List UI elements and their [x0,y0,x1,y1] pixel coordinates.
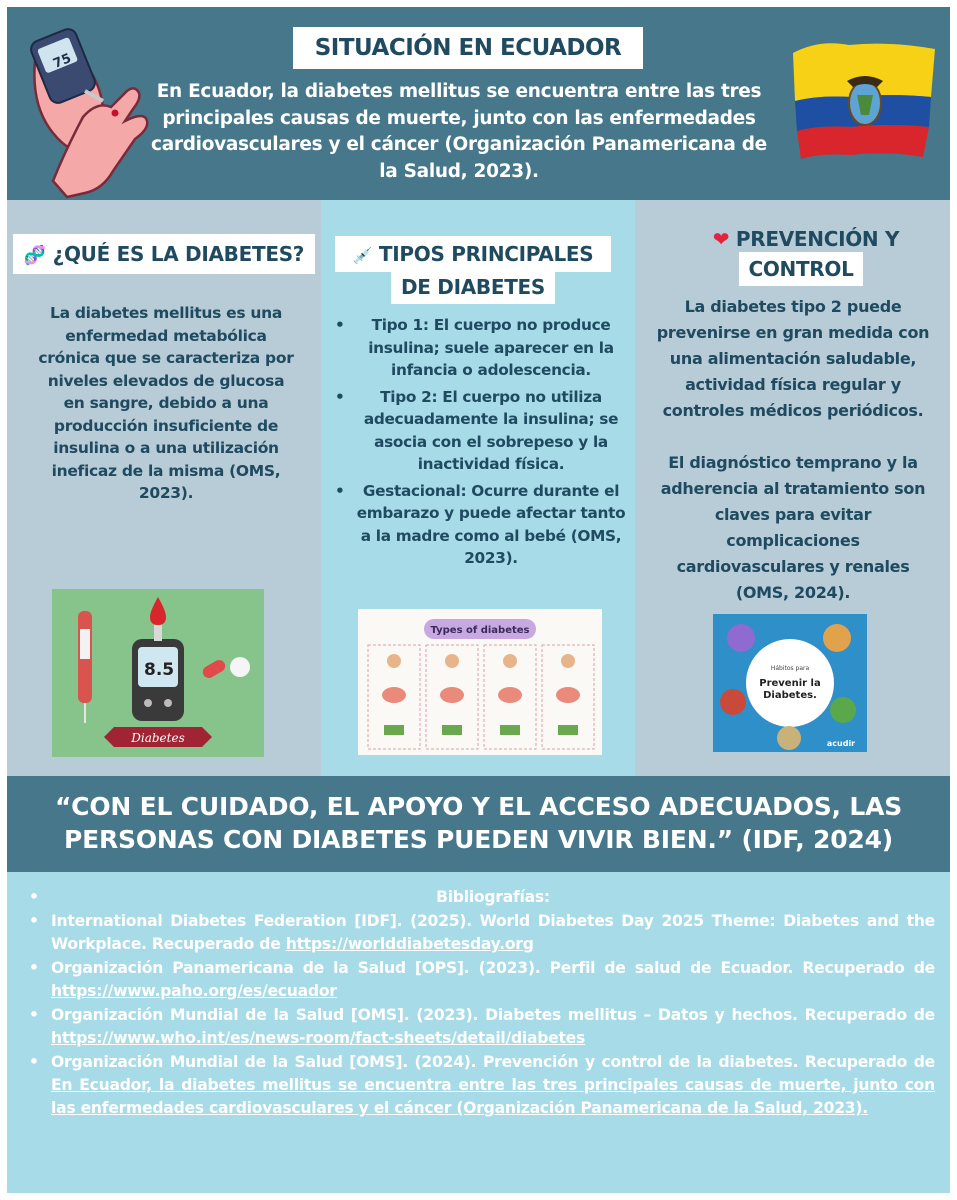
section-prevention-heading-2: CONTROL [739,252,863,286]
section-types-heading-1: 💉 TIPOS PRINCIPALES [335,236,611,272]
types-of-diabetes-illustration [358,609,602,755]
bibliography-entry: • International Diabetes Federation [IDF]. (2025). World Diabetes Day 2025 Theme: Diabetes and the Workplace. Recuperado de https://worlddiabetesday.org [29,912,935,953]
bibliography-link[interactable]: https://worlddiabetesday.org [285,935,534,953]
meter-reading: 8.5 [144,660,175,680]
section-prevention-heading-1: ❤ PREVENCIÓN Y [712,227,900,251]
section-prevention-body-2: El diagnóstico temprano y la adherencia al tratamiento son claves para evitar complicaciones cardiovasculares y renales (OMS, 2024). [660,453,926,602]
intro-text: En Ecuador, la diabetes mellitus se encuentra entre las tres principales causas de muerte, junto con las enfermedades cardiovasculares y el cáncer (Organización Panamericana de la Salud, 2023). [151,81,767,182]
page-title: SITUACIÓN EN ECUADOR [293,27,643,69]
syringe-icon: 💉 [352,246,373,265]
glucometer-reading: 75 [51,51,74,72]
bibliography-link[interactable]: https://www.paho.org/es/ecuador [51,982,337,1000]
ribbon-caption: Diabetes [131,731,185,745]
habits-brand: acudir [826,739,856,748]
bibliography-link[interactable]: https://www.who.int/es/news-room/fact-sheets/detail/diabetes [51,1029,586,1047]
bibliography-list [29,886,935,1121]
types-list [335,314,629,574]
section-prevention-body-1: La diabetes tipo 2 puede prevenirse en gran medida con una alimentación saludable, actividad física regular y controles médicos periódicos. [656,297,930,420]
quote-banner: “CON EL CUIDADO, EL APOYO Y EL ACCESO ADECUADOS, LAS PERSONAS CON DIABETES PUEDEN VIVIR BIEN.” (IDF, 2024) [7,776,950,872]
section-prevention [635,200,950,776]
bibliography-heading-item: • Bibliografías: [29,886,935,909]
bibliography-link[interactable]: En Ecuador, la diabetes mellitus se encuentra entre las tres principales causas de muerte, junto con las enfermedades cardiovasculares y el cáncer (Organización Panamericana de la Salud, 2023). [51,1076,935,1117]
bibliography-entry: • Organización Mundial de la Salud [OMS]. (2023). Diabetes mellitus – Datos y hechos. Recuperado de https://www.who.int/es/news-room/fact-sheets/detail/diabetes [29,1006,935,1047]
bibliography-entry: • Organización Mundial de la Salud [OMS]. (2024). Prevención y control de la diabetes. Recuperado de En Ecuador, la diabetes mellitus se encuentra entre las tres principales causas de muerte, junto con las enfermedades cardiovasculares y el cáncer (Organización Panamericana de la Salud, 2023). [29,1053,935,1117]
section-what-heading: 🧬 ¿QUÉ ES LA DIABETES? [13,234,315,274]
prevention-habits-image [713,614,867,752]
types-of-diabetes-image [358,609,602,755]
types-image-title: Types of diabetes [430,625,530,636]
section-what-body: La diabetes mellitus es una enfermedad metabólica crónica que se caracteriza por niveles elevados de glucosa en sangre, debido a una producción insuficiente de insulina o a una utilización ineficaz de la misma (OMS, 2023). [38,304,294,502]
prevention-habits-illustration [713,614,867,752]
section-types [321,200,635,776]
list-item: • Gestacional: Ocurre durante el embarazo y puede afectar tanto a la madre como al bebé (OMS, 2023). [335,481,626,567]
diabetes-supplies-illustration [52,589,264,757]
header-banner [7,7,950,200]
bibliography-section [7,872,950,1193]
dna-icon: 🧬 [23,245,46,266]
section-types-heading-2: DE DIABETES [391,270,555,304]
list-item: • Tipo 1: El cuerpo no produce insulina; suele aparecer en la infancia o adolescencia. [335,316,614,379]
list-item: • Tipo 2: El cuerpo no utiliza adecuadamente la insulina; se asocia con el sobrepeso y la inactividad física. [335,387,619,473]
glucometer-hand-illustration [25,21,155,199]
heart-icon: ❤ [712,227,730,251]
bibliography-heading: Bibliografías: [436,888,550,906]
habits-title: Prevenir la Diabetes. [759,678,821,701]
habits-small-text: Hábitos para [770,665,810,672]
section-what-is-diabetes [7,200,321,776]
diabetes-supplies-image [52,589,264,757]
bibliography-entry: • Organización Panamericana de la Salud [OPS]. (2023). Perfil de salud de Ecuador. Recuperado de https://www.paho.org/es/ecuador [29,959,935,1000]
ecuador-flag-illustration [789,35,939,165]
